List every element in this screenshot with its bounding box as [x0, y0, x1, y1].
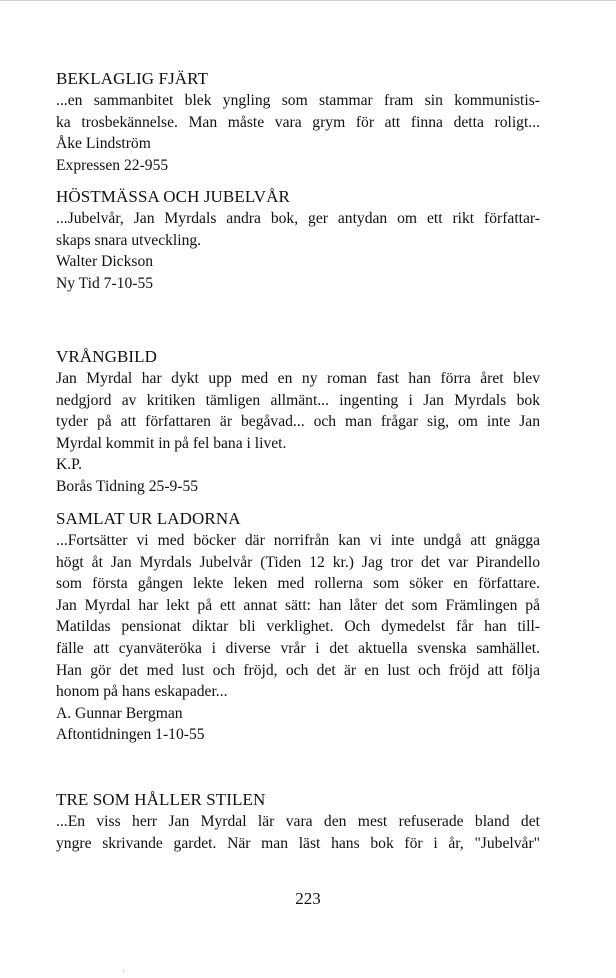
review-text-line: Jan Myrdal har dykt upp med en ny roman fast han förra året blev: [56, 370, 540, 387]
review-samlat-ur-ladorna: [56, 508, 540, 746]
review-beklaglig-fjart: [56, 68, 540, 176]
review-vrangbild: [56, 346, 540, 498]
review-tre-som-haller-stilen: [56, 789, 540, 854]
review-title: HÖSTMÄSSA OCH JUBELVÅR: [56, 187, 290, 206]
reviewer-name: K.P.: [56, 456, 83, 474]
review-text-line: ...en sammanbitet blek yngling som stammar fram sin kommunistis-: [56, 92, 540, 109]
review-text-line: ...Jubelvår, Jan Myrdals andra bok, ger antydan om ett rikt författar-: [56, 210, 540, 227]
review-text-line: högt åt Jan Myrdals Jubelvår (Tiden 12 kr.) Jag tror det var Pirandello: [56, 553, 540, 571]
review-text-line: ...En viss herr Jan Myrdal lär vara den mest refuserade bland det: [56, 813, 540, 830]
review-title: VRÅNGBILD: [56, 347, 158, 366]
page-top-edge: [0, 0, 616, 1]
review-title: SAMLAT UR LADORNA: [56, 509, 241, 528]
review-hostmassa-och-jubelvar: [56, 186, 540, 294]
review-title: BEKLAGLIG FJÄRT: [56, 69, 209, 88]
review-text-line: fälle att cyanväteröka i diverse vrår i det aktuella svenska samhället.: [56, 639, 540, 657]
review-text-line: ka trosbekännelse. Man måste vara grym för att finna detta roligt...: [56, 113, 540, 131]
review-text-line: ...Fortsätter vi med böcker där norrifrån kan vi inte undgå att gnägga: [56, 532, 540, 549]
review-text-line: som första gången lekte leken med rollerna som söker en författare.: [56, 575, 540, 593]
review-text-line: Han gör det med lust och fröjd, och det är en lust och fröjd att följa: [56, 661, 540, 679]
review-text-line: tyder på att författaren är begåvad... och man frågar sig, om inte Jan: [56, 413, 540, 431]
reviewer-name: Åke Lindström: [56, 135, 151, 153]
review-text-line: Myrdal kommit in på fel bana i livet.: [56, 434, 287, 452]
review-text-line: honom på hans eskapader...: [56, 683, 228, 701]
review-text-line: nedgjord av kritiken tämligen allmänt... ingenting i Jan Myrdals bok: [56, 391, 540, 409]
reviewer-name: Walter Dickson: [56, 253, 154, 271]
reviewer-name: A. Gunnar Bergman: [56, 704, 183, 722]
review-source: Borås Tidning 25-9-55: [56, 477, 199, 495]
review-text-line: Jan Myrdal har lekt på ett annat sätt: han låter det som Främlingen på: [56, 596, 540, 614]
review-source: Aftontidningen 1-10-55: [56, 726, 205, 744]
review-title: TRE SOM HÅLLER STILEN: [56, 790, 266, 809]
review-text-line: skaps snara utveckling.: [56, 231, 202, 249]
page-number: 223: [295, 889, 321, 908]
review-text-line: Matildas pensionat diktar bli verklighet. Och dymedelst får han till-: [56, 618, 540, 636]
review-text-line: yngre skrivande gardet. När man läst hans bok för i år, "Jubelvår": [56, 834, 540, 852]
print-speck-mark: ·: [122, 967, 125, 976]
review-source: Expressen 22-955: [56, 156, 169, 174]
review-source: Ny Tid 7-10-55: [56, 274, 154, 292]
